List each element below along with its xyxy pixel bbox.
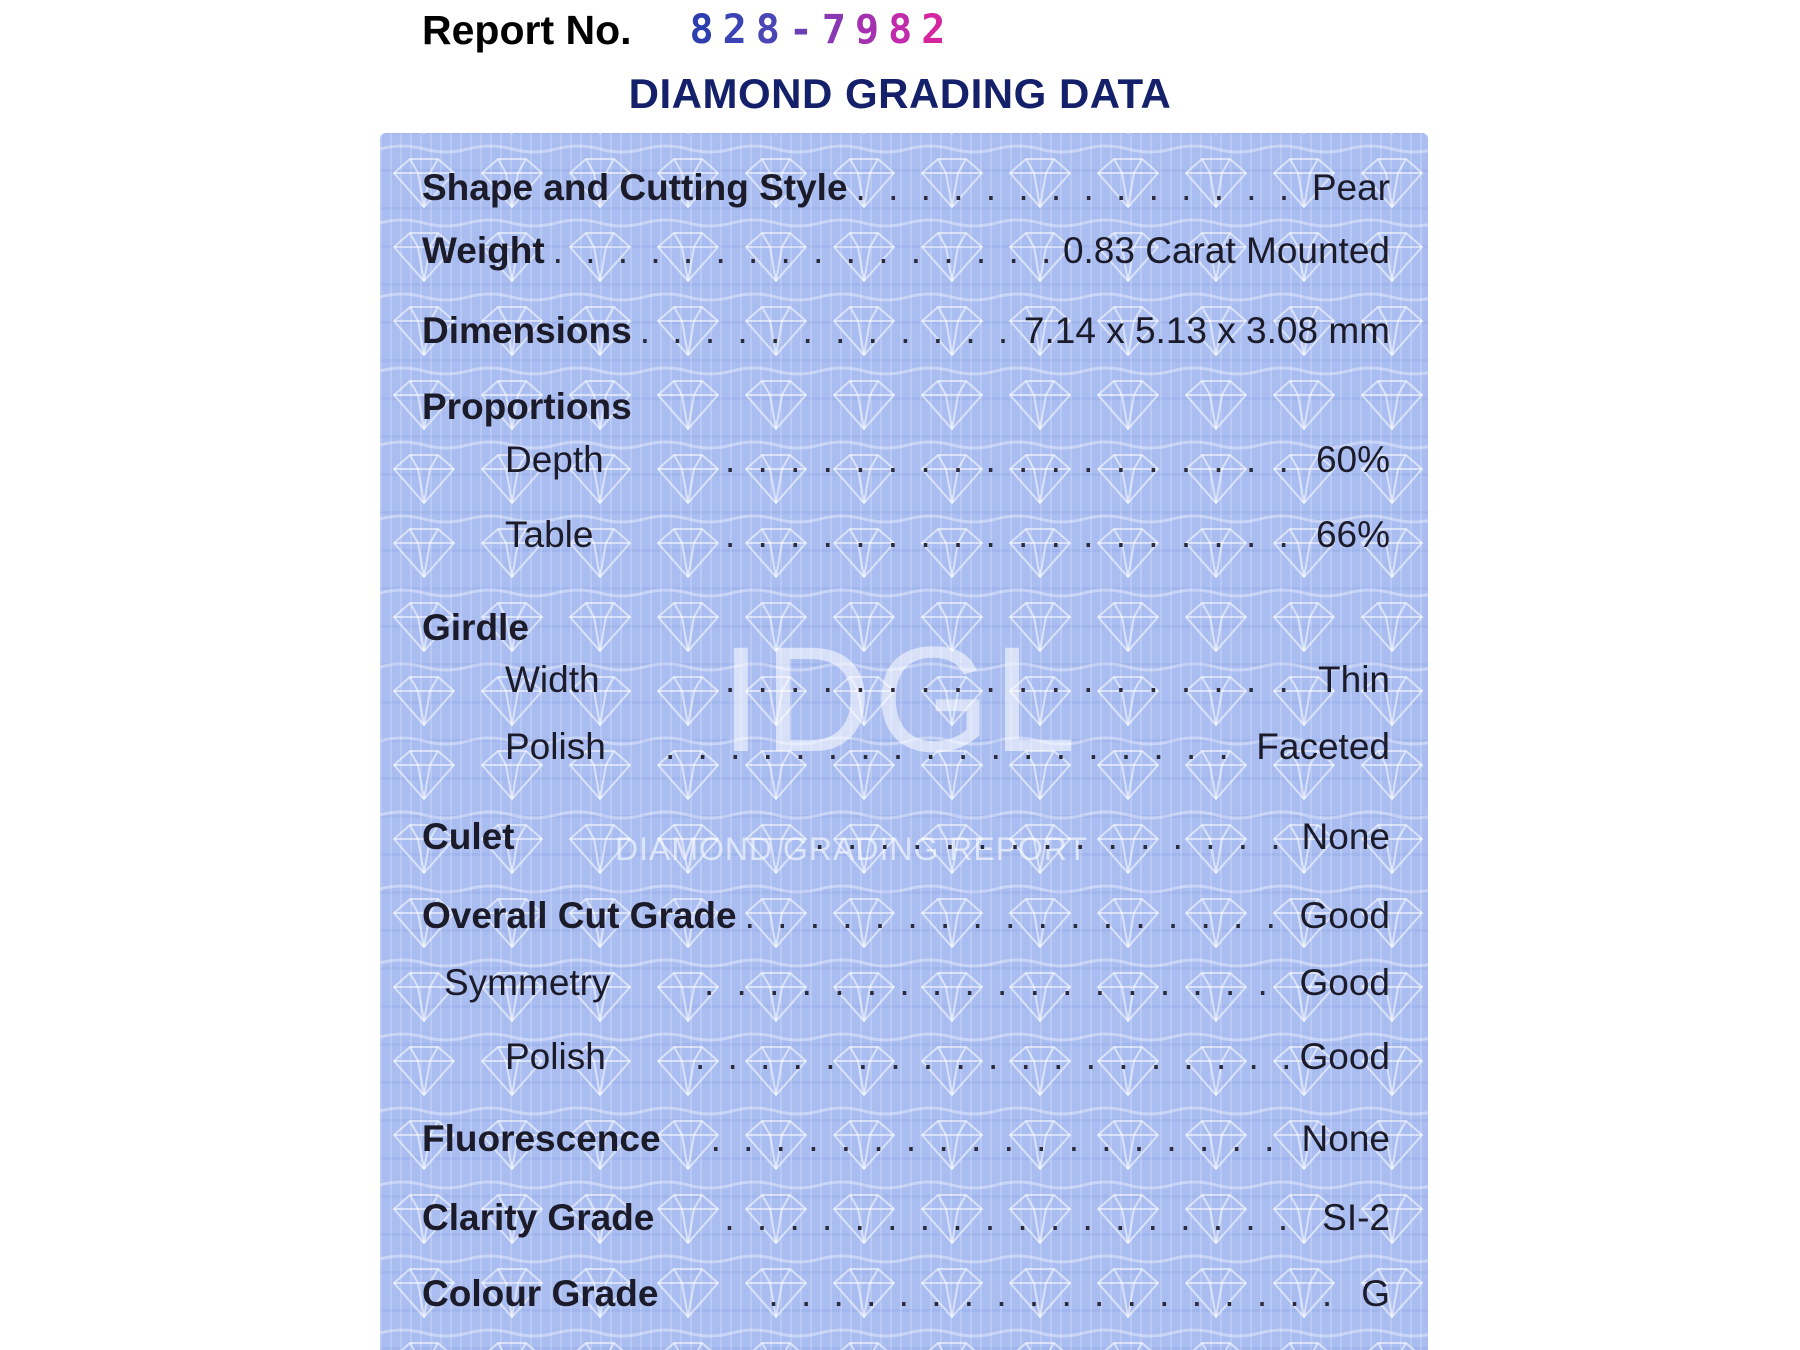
table-label: Table xyxy=(505,514,594,555)
polish-value: Good xyxy=(1299,1036,1390,1077)
report-number-char: 2 xyxy=(722,7,756,53)
leader-dots xyxy=(704,962,1291,1004)
colour-value: G xyxy=(1361,1273,1390,1314)
clarity-value: SI-2 xyxy=(1322,1197,1390,1238)
page-title: DIAMOND GRADING DATA xyxy=(628,70,1172,117)
row-fluorescence xyxy=(422,1118,1390,1160)
row-dimensions xyxy=(422,310,1390,352)
dimensions-label: Dimensions xyxy=(422,310,632,351)
overall-cut-label: Overall Cut Grade xyxy=(422,895,737,936)
girdle-width-value: Thin xyxy=(1318,659,1390,700)
leader-dots xyxy=(640,310,1016,352)
grading-report-watermark: DIAMOND GRADING REPORT xyxy=(615,831,1088,867)
leader-dots xyxy=(665,726,1248,768)
culet-value: None xyxy=(1301,816,1390,857)
leader-dots xyxy=(724,1197,1314,1239)
symmetry-label: Symmetry xyxy=(444,962,611,1003)
row-symmetry xyxy=(444,962,1390,1004)
leader-dots xyxy=(856,167,1304,209)
row-girdle-polish xyxy=(505,726,1390,768)
dimensions-value: 7.14 x 5.13 x 3.08 mm xyxy=(1023,310,1390,351)
report-number-label: Report No. xyxy=(422,6,632,53)
report-number-char: - xyxy=(788,7,822,53)
idgl-watermark: IDGL xyxy=(720,615,1079,783)
row-colour xyxy=(422,1273,1390,1315)
report-number-char: 7 xyxy=(821,7,856,53)
fluorescence-label: Fluorescence xyxy=(422,1118,661,1159)
leader-dots xyxy=(725,659,1310,701)
leader-dots xyxy=(768,1273,1353,1315)
clarity-label: Clarity Grade xyxy=(422,1197,655,1238)
leader-dots xyxy=(725,439,1308,481)
row-overall-cut xyxy=(422,895,1390,937)
girdle-heading: Girdle xyxy=(422,607,529,648)
row-table xyxy=(505,514,1390,556)
leader-dots xyxy=(553,230,1055,272)
depth-label: Depth xyxy=(505,439,604,480)
row-shape xyxy=(422,167,1390,209)
girdle-polish-value: Faceted xyxy=(1256,726,1390,767)
fluorescence-value: None xyxy=(1301,1118,1390,1159)
polish-label: Polish xyxy=(505,1036,606,1077)
shape-value: Pear xyxy=(1311,167,1390,208)
shape-label: Shape and Cutting Style xyxy=(422,167,848,208)
leader-dots xyxy=(725,514,1308,556)
report-number-char: 8 xyxy=(888,7,922,53)
report-number-char: 2 xyxy=(921,7,955,53)
row-polish xyxy=(505,1036,1390,1078)
row-depth xyxy=(505,439,1390,481)
symmetry-value: Good xyxy=(1299,962,1390,1003)
row-clarity xyxy=(422,1197,1390,1239)
report-header xyxy=(422,0,954,60)
girdle-width-label: Width xyxy=(505,659,600,700)
report-number-char: 8 xyxy=(755,7,789,53)
leader-dots xyxy=(711,1118,1294,1160)
colour-label: Colour Grade xyxy=(422,1273,659,1314)
overall-cut-value: Good xyxy=(1299,895,1390,936)
weight-label: Weight xyxy=(422,230,545,271)
table-value: 66% xyxy=(1315,514,1390,555)
report-number-char: 9 xyxy=(855,7,889,53)
weight-value: 0.83 Carat Mounted xyxy=(1062,230,1390,271)
leader-dots xyxy=(695,1036,1291,1078)
culet-label: Culet xyxy=(422,816,515,857)
row-weight xyxy=(422,230,1390,272)
depth-value: 60% xyxy=(1315,439,1390,480)
proportions-heading: Proportions xyxy=(422,386,632,427)
leader-dots xyxy=(745,895,1292,937)
girdle-polish-label: Polish xyxy=(505,726,606,767)
grading-card xyxy=(380,133,1428,1350)
report-number-char: 8 xyxy=(689,7,723,53)
report-number xyxy=(690,7,955,53)
leader-dots xyxy=(815,816,1294,858)
row-culet xyxy=(422,816,1390,858)
row-girdle-width xyxy=(505,659,1390,701)
